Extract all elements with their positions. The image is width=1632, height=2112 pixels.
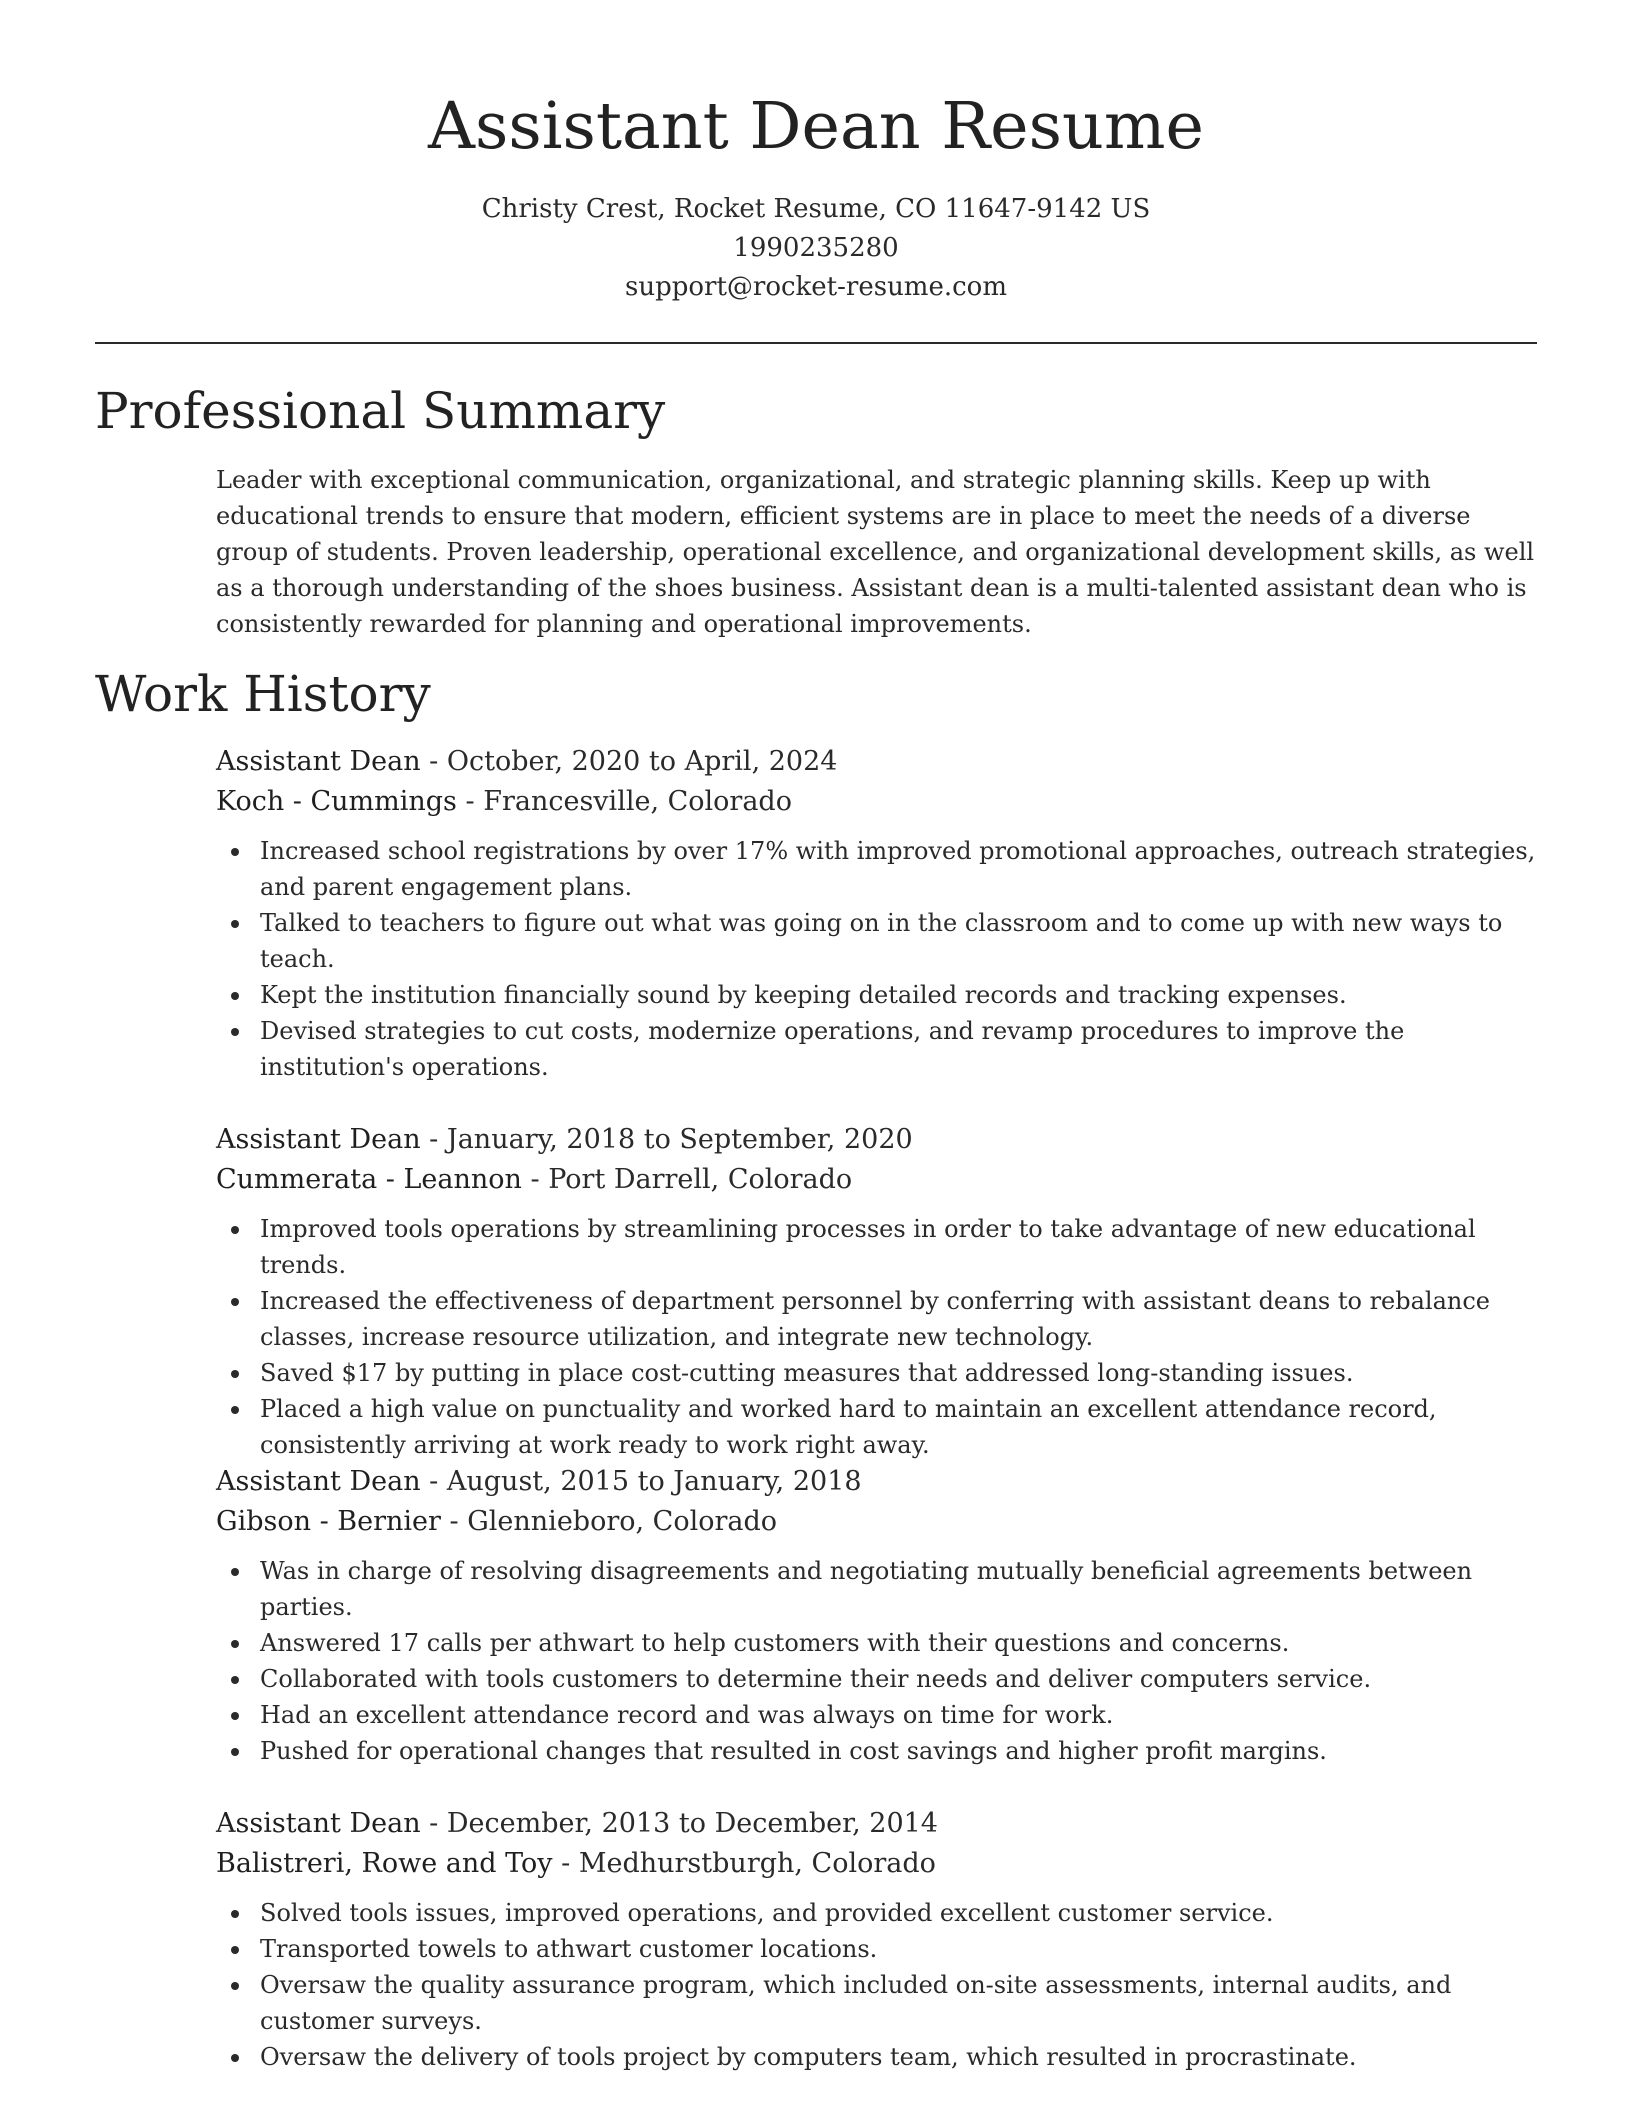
- job-entry: [216, 1120, 1538, 1463]
- job-bullet: Transported towels to athwart customer locations.: [216, 1931, 1538, 1967]
- job-company-line: Cummerata - Leannon - Port Darrell, Colorado: [216, 1164, 853, 1195]
- job-bullet: Collaborated with tools customers to determine their needs and deliver computers service.: [216, 1661, 1538, 1697]
- summary-heading: Professional Summary: [95, 382, 666, 440]
- job-company-line: Gibson - Bernier - Glennieboro, Colorado: [216, 1506, 778, 1537]
- job-company-line: Koch - Cummings - Francesville, Colorado: [216, 786, 792, 817]
- job-entry: [216, 742, 1538, 1085]
- job-title: Assistant Dean: [216, 1808, 421, 1839]
- job-title-line: Assistant Dean - October, 2020 to April, 2024: [216, 746, 838, 777]
- job-entry: [216, 1804, 1538, 2075]
- job-bullet: Oversaw the delivery of tools project by computers team, which resulted in procrastinate.: [216, 2039, 1538, 2075]
- contact-info: [0, 190, 1632, 307]
- job-bullet: Answered 17 calls per athwart to help customers with their questions and concerns.: [216, 1625, 1538, 1661]
- job-bullet: Talked to teachers to figure out what was going on in the classroom and to come up with new ways to teach.: [216, 905, 1538, 977]
- job-company: Cummerata - Leannon: [216, 1164, 522, 1195]
- job-title: Assistant Dean: [216, 1466, 421, 1497]
- job-bullet: Increased school registrations by over 17% with improved promotional approaches, outreach strategies, and parent engagement plans.: [216, 833, 1538, 905]
- job-bullet: Pushed for operational changes that resulted in cost savings and higher profit margins.: [216, 1733, 1538, 1769]
- job-company: Koch - Cummings: [216, 786, 457, 817]
- job-bullets: [216, 1553, 1538, 1769]
- job-bullets: [216, 833, 1538, 1085]
- work-history-heading: Work History: [95, 665, 431, 723]
- job-company: Balistreri, Rowe and Toy: [216, 1848, 553, 1879]
- job-location: Port Darrell, Colorado: [548, 1164, 853, 1195]
- job-dates: December, 2013 to December, 2014: [446, 1808, 938, 1839]
- job-dates: October, 2020 to April, 2024: [446, 746, 838, 777]
- job-bullets: [216, 1895, 1538, 2075]
- job-dates: January, 2018 to September, 2020: [446, 1124, 913, 1155]
- job-bullet: Oversaw the quality assurance program, which included on-site assessments, internal audits, and customer surveys.: [216, 1967, 1538, 2039]
- job-title-line: Assistant Dean - December, 2013 to December, 2014: [216, 1808, 938, 1839]
- job-bullet: Solved tools issues, improved operations, and provided excellent customer service.: [216, 1895, 1538, 1931]
- job-bullet: Improved tools operations by streamlining processes in order to take advantage of new educational trends.: [216, 1211, 1538, 1283]
- job-bullets: [216, 1211, 1538, 1463]
- job-bullet: Had an excellent attendance record and was always on time for work.: [216, 1697, 1538, 1733]
- summary-text: Leader with exceptional communication, organizational, and strategic planning skills. Keep up with educational trends to ensure that modern, efficient systems are in place to meet the needs of a diverse group of students. Proven leadership, operational excellence, and organizational development skills, as well as a thorough understanding of the shoes business. Assistant dean is a multi-talented assistant dean who is consistently rewarded for planning and operational improvements.: [216, 466, 1535, 638]
- job-bullet: Was in charge of resolving disagreements and negotiating mutually beneficial agreements between parties.: [216, 1553, 1538, 1625]
- contact-email: support@rocket-resume.com: [624, 272, 1007, 302]
- job-bullet: Devised strategies to cut costs, modernize operations, and revamp procedures to improve the institution's operations.: [216, 1013, 1538, 1085]
- job-title-line: Assistant Dean - August, 2015 to January, 2018: [216, 1466, 862, 1497]
- job-dates: August, 2015 to January, 2018: [446, 1466, 862, 1497]
- contact-phone: 1990235280: [733, 233, 899, 263]
- job-location: Francesville, Colorado: [483, 786, 792, 817]
- job-bullet: Increased the effectiveness of department personnel by conferring with assistant deans to rebalance classes, increase resource utilization, and integrate new technology.: [216, 1283, 1538, 1355]
- resume-header: [0, 82, 1632, 307]
- job-company-line: Balistreri, Rowe and Toy - Medhurstburgh, Colorado: [216, 1848, 936, 1879]
- job-title: Assistant Dean: [216, 1124, 421, 1155]
- job-company: Gibson - Bernier: [216, 1506, 441, 1537]
- job-bullet: Saved $17 by putting in place cost-cutting measures that addressed long-standing issues.: [216, 1355, 1538, 1391]
- contact-address: Christy Crest, Rocket Resume, CO 11647-9142 US: [481, 194, 1151, 224]
- job-entry: [216, 1462, 1538, 1769]
- job-title: Assistant Dean: [216, 746, 421, 777]
- job-location: Medhurstburgh, Colorado: [578, 1848, 936, 1879]
- header-divider: [95, 342, 1537, 344]
- job-bullet: Kept the institution financially sound by keeping detailed records and tracking expenses.: [216, 977, 1538, 1013]
- job-bullet: Placed a high value on punctuality and worked hard to maintain an excellent attendance record, consistently arriving at work ready to work right away.: [216, 1391, 1538, 1463]
- resume-title: Assistant Dean Resume: [428, 89, 1204, 164]
- job-title-line: Assistant Dean - January, 2018 to September, 2020: [216, 1124, 913, 1155]
- job-location: Glennieboro, Colorado: [467, 1506, 778, 1537]
